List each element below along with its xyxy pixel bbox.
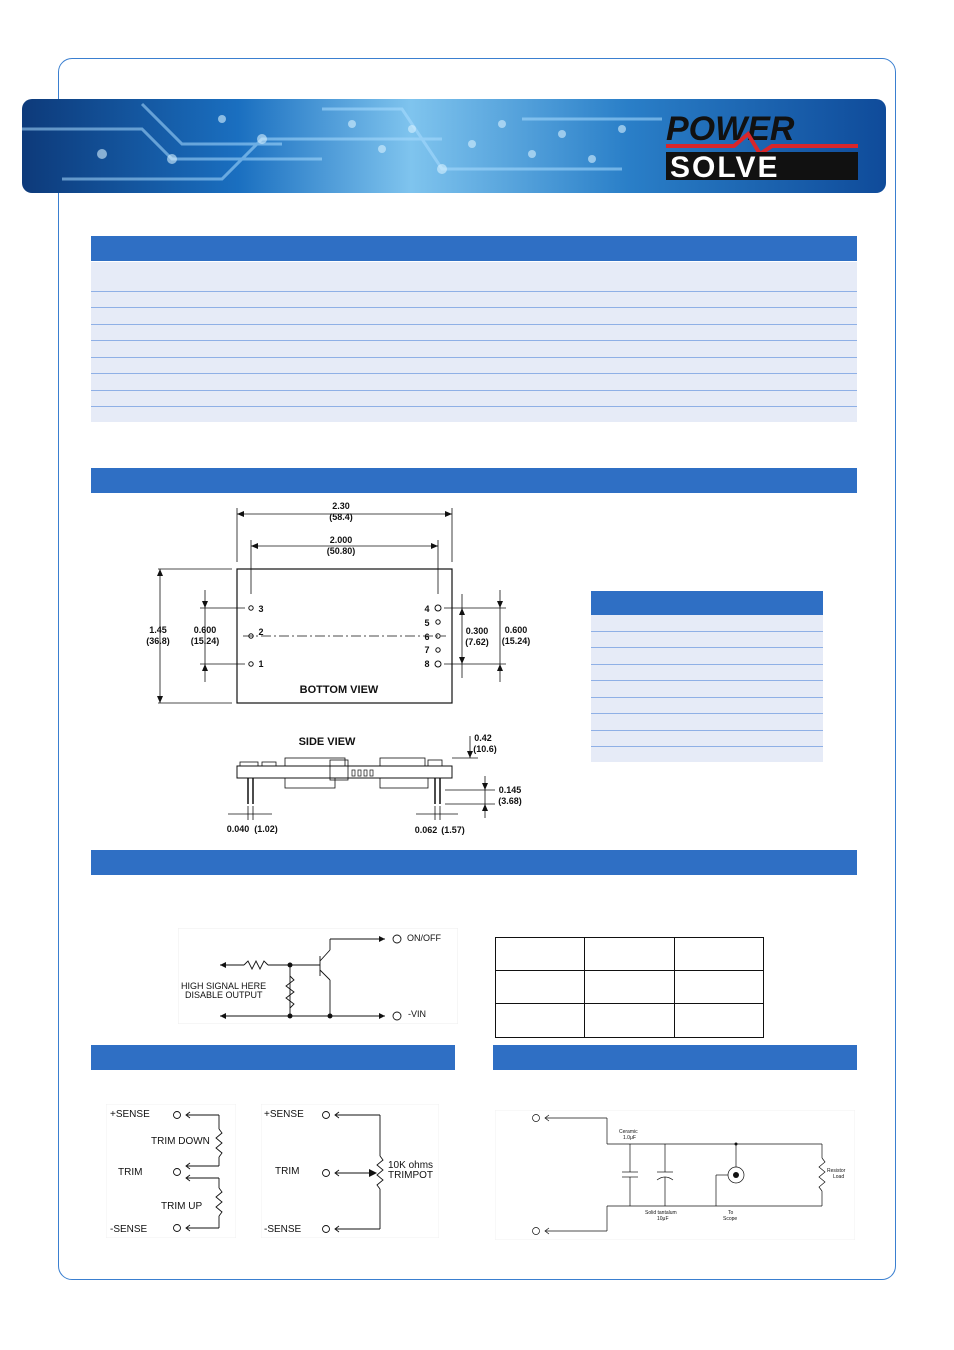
svg-text:-VIN: -VIN — [408, 1009, 426, 1019]
svg-text:0.600: 0.600 — [504, 625, 528, 635]
test-setup-schematic — [495, 1110, 855, 1240]
svg-text:8: 8 — [424, 659, 430, 669]
svg-text:Solid tantalum: Solid tantalum — [645, 1210, 677, 1216]
svg-text:6: 6 — [424, 632, 430, 642]
mechanical-drawing — [140, 498, 540, 843]
svg-text:-SENSE: -SENSE — [264, 1224, 302, 1235]
svg-text:3: 3 — [258, 604, 264, 614]
svg-text:0.040: 0.040 — [226, 824, 250, 834]
trim-resistor-schematic — [106, 1104, 236, 1238]
section-header-bar — [91, 236, 857, 261]
table-row-divider — [591, 746, 823, 747]
svg-text:0.300: 0.300 — [465, 626, 489, 636]
section-header-bar — [91, 850, 857, 875]
svg-text:(15.24): (15.24) — [501, 636, 531, 646]
svg-text:(58.4): (58.4) — [329, 512, 353, 522]
svg-text:BOTTOM VIEW: BOTTOM VIEW — [299, 684, 379, 696]
svg-text:(36.8): (36.8) — [146, 636, 170, 646]
svg-text:4: 4 — [424, 604, 430, 614]
pin-table — [591, 615, 823, 762]
table-cell — [496, 1004, 585, 1038]
table-row-divider — [591, 697, 823, 698]
svg-text:0.42: 0.42 — [474, 733, 492, 743]
svg-text:POWER: POWER — [666, 110, 795, 148]
table-row-divider — [91, 291, 857, 292]
svg-text:0.600: 0.600 — [193, 625, 217, 635]
svg-text:To: To — [728, 1210, 734, 1216]
svg-text:(15.24): (15.24) — [190, 636, 220, 646]
table-row-divider — [591, 631, 823, 632]
svg-text:2.30: 2.30 — [332, 501, 350, 511]
section-header-bar — [91, 468, 857, 493]
svg-text:1.45: 1.45 — [149, 625, 167, 635]
table-cell — [674, 971, 763, 1004]
table-cell — [585, 1004, 674, 1038]
table-cell — [674, 1004, 763, 1038]
powersolve-logo — [664, 110, 860, 182]
svg-text:5: 5 — [424, 618, 430, 628]
svg-text:(7.62): (7.62) — [465, 637, 489, 647]
svg-text:TRIM: TRIM — [118, 1167, 143, 1178]
spec-table — [91, 262, 857, 422]
table-row-divider — [91, 406, 857, 407]
table-cell — [496, 938, 585, 971]
table-row-divider — [91, 373, 857, 374]
table-cell — [674, 938, 763, 971]
svg-text:2: 2 — [258, 627, 264, 637]
svg-text:TRIM: TRIM — [275, 1166, 300, 1177]
svg-text:TRIM DOWN: TRIM DOWN — [151, 1136, 210, 1147]
svg-text:+SENSE: +SENSE — [110, 1109, 150, 1120]
table-row-divider — [591, 730, 823, 731]
svg-text:TRIMPOT: TRIMPOT — [388, 1170, 433, 1181]
svg-text:(1.57): (1.57) — [441, 825, 465, 835]
svg-text:Ceramic: Ceramic — [619, 1129, 638, 1135]
table-cell — [585, 938, 674, 971]
svg-text:1: 1 — [258, 659, 264, 669]
svg-text:10μF: 10μF — [657, 1216, 669, 1222]
table-cell — [585, 971, 674, 1004]
svg-text:TRIM UP: TRIM UP — [161, 1201, 203, 1212]
svg-text:0.145: 0.145 — [498, 785, 522, 795]
svg-text:Scope: Scope — [723, 1216, 738, 1222]
svg-text:-SENSE: -SENSE — [110, 1224, 148, 1235]
svg-text:ON/OFF: ON/OFF — [407, 933, 441, 943]
svg-text:SIDE VIEW: SIDE VIEW — [298, 736, 356, 748]
svg-text:10K ohms: 10K ohms — [388, 1160, 434, 1171]
svg-text:(3.68): (3.68) — [498, 796, 522, 806]
table-row-divider — [91, 357, 857, 358]
svg-text:+SENSE: +SENSE — [264, 1109, 304, 1120]
pin-table-header — [591, 591, 823, 615]
table-row-divider — [591, 680, 823, 681]
table-row-divider — [91, 340, 857, 341]
svg-text:Resistor: Resistor — [827, 1168, 846, 1174]
table-cell — [496, 971, 585, 1004]
svg-text:(50.80): (50.80) — [326, 546, 356, 556]
svg-text:1.0μF: 1.0μF — [623, 1135, 636, 1141]
svg-text:HIGH SIGNAL HERE: HIGH SIGNAL HERE — [181, 981, 267, 991]
table-row-divider — [591, 647, 823, 648]
table-row-divider — [91, 390, 857, 391]
svg-text:2.000: 2.000 — [329, 535, 353, 545]
table-row-divider — [591, 664, 823, 665]
trimpot-schematic — [261, 1104, 439, 1238]
remote-onoff-schematic — [178, 928, 458, 1024]
section-header-bar — [91, 1045, 455, 1070]
svg-text:(1.02): (1.02) — [254, 824, 278, 834]
table-row-divider — [91, 307, 857, 308]
svg-text:SOLVE: SOLVE — [670, 151, 780, 182]
svg-text:7: 7 — [424, 645, 430, 655]
svg-text:0.062: 0.062 — [414, 825, 438, 835]
section-header-bar — [493, 1045, 857, 1070]
svg-text:(10.6): (10.6) — [473, 744, 497, 754]
remote-logic-table — [495, 937, 764, 1038]
table-row-divider — [91, 324, 857, 325]
svg-text:Load: Load — [833, 1174, 845, 1180]
table-row-divider — [591, 713, 823, 714]
svg-text:DISABLE OUTPUT: DISABLE OUTPUT — [185, 990, 263, 1000]
